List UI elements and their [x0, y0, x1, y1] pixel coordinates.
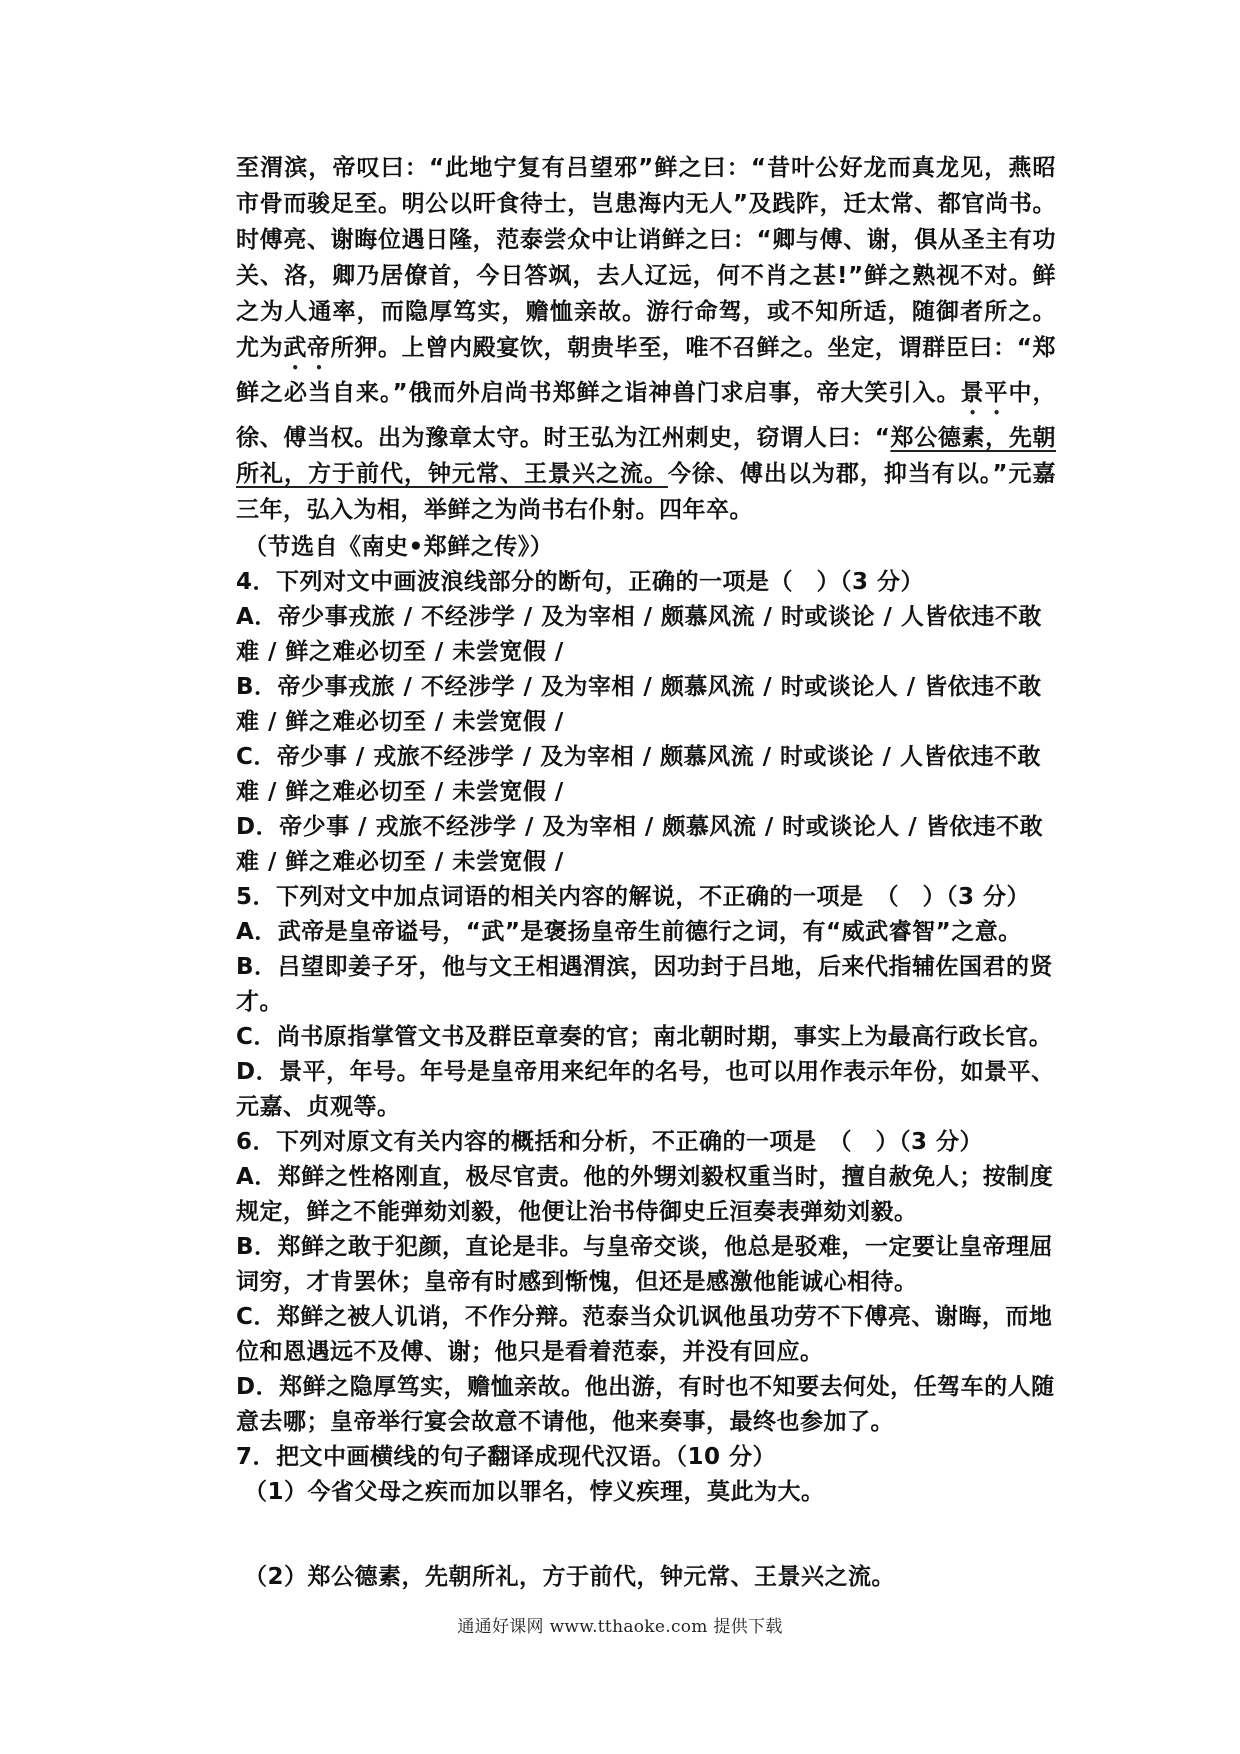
passage-part-3: 中，徐、傅当权。出为豫章太守。时王弘为江州刺史，窃谓人曰：“ [236, 380, 1057, 451]
passage-part-1: 至渭滨，帝叹曰：“此地宁复有吕望邪”鲜之曰：“昔叶公好龙而真龙见，燕昭市骨而骏足至。明公以旰食待士，岂患海内无人”及践阼，迁太常、都官尚书。时傅亮、谢晦位遇日隆，范泰尝众中让诮鲜之曰：“卿与傅、谢，俱从圣主有功关、洛，卿乃居僚首，今日答飒，去人辽远，何不肖之甚!”鲜之熟视不对。鲜之为人通率，而隐厚笃实，赡恤亲故。游行命驾，或不知所适，随御者所之。尤为 [236, 155, 1056, 361]
page-footer: 通通好课网 www.tthaoke.com 提供下载 [457, 1617, 783, 1637]
question-5-option-c: C．尚书原指掌管文书及群臣章奏的官；南北朝时期，事实上为最高行政长官。 [236, 1024, 1053, 1050]
passage-source: （节选自《南史•郑鲜之传》） [244, 534, 554, 560]
exam-content [236, 150, 1056, 1595]
reading-passage [236, 150, 1056, 528]
question-5-option-b: B．吕望即姜子牙，他与文王相遇渭滨，因功封于吕地，后来代指辅佐国君的贤才。 [236, 954, 1054, 1015]
question-7-sub-1: （1）今省父母之疾而加以罪名，悖义疾理，莫此为大。 [244, 1479, 825, 1505]
question-6-stem: 6．下列对原文有关内容的概括和分析，不正确的一项是 （ ）（3 分） [236, 1129, 984, 1155]
question-5-option-a: A．武帝是皇帝谥号，“武”是褒扬皇帝生前德行之词，有“威武睿智”之意。 [236, 919, 1022, 945]
question-6-option-d: D．郑鲜之隐厚笃实，赡恤亲故。他出游，有时也不知要去何处，任驾车的人随意去哪；皇帝举行宴会故意不请他，他来奏事，最终也参加了。 [236, 1374, 1055, 1435]
dotted-term-era: 景平 [960, 380, 1009, 406]
question-7-stem: 7．把文中画横线的句子翻译成现代汉语。（10 分） [236, 1444, 777, 1470]
question-4-option-a: A．帝少事戎旅 / 不经涉学 / 及为宰相 / 颇慕风流 / 时或谈论 / 人皆依违不敢难 / 鲜之难必切至 / 未尝宽假 / [236, 604, 1042, 665]
question-7-sub-2: （2）郑公德素，先朝所礼，方于前代，钟元常、王景兴之流。 [244, 1564, 896, 1590]
question-6-option-b: B．郑鲜之敢于犯颜，直论是非。与皇帝交谈，他总是驳难，一定要让皇帝理屈词穷，才肯罢休；皇帝有时感到惭愧，但还是感激他能诚心相待。 [236, 1234, 1054, 1295]
question-4-option-b: B．帝少事戎旅 / 不经涉学 / 及为宰相 / 颇慕风流 / 时或谈论人 / 皆依违不敢难 / 鲜之难必切至 / 未尝宽假 / [236, 674, 1042, 735]
underlined-sentence: 郑公德素，先朝所礼，方于前代，钟元常、王景兴之流。 [236, 425, 1056, 487]
question-4-stem: 4．下列对文中画波浪线部分的断句，正确的一项是（ ）（3 分） [236, 569, 925, 595]
dotted-term-emperor: 武帝 [283, 335, 331, 361]
question-4-option-d: D．帝少事 / 戎旅不经涉学 / 及为宰相 / 颇慕风流 / 时或谈论人 / 皆依违不敢难 / 鲜之难必切至 / 未尝宽假 / [236, 814, 1044, 875]
question-5-stem: 5．下列对文中加点词语的相关内容的解说，不正确的一项是 （ ）（3 分） [236, 884, 1031, 910]
question-6-option-c: C．郑鲜之被人讥诮，不作分辩。范泰当众讥讽他虽功劳不下傅亮、谢晦，而地位和恩遇远不及傅、谢；他只是看着范泰，并没有回应。 [236, 1304, 1053, 1365]
question-6-option-a: A．郑鲜之性格刚直，极尽官责。他的外甥刘毅权重当时，擅自赦免人；按制度规定，鲜之不能弹劾刘毅，他便让治书侍御史丘洹奏表弹劾刘毅。 [236, 1164, 1054, 1225]
passage-part-2: 所狎。上曾内殿宴饮，朝贵毕至，唯不召鲜之。坐定，谓群臣曰：“郑鲜之必当自来。”俄而外启尚书郑鲜之诣神兽门求启事，帝大笑引入。 [236, 335, 1057, 406]
passage-part-4: 今徐、傅出以为郡，抑当有以。”元嘉三年，弘入为相，举鲜之为尚书右仆射。四年卒。 [236, 461, 1056, 523]
question-5-option-d: D．景平，年号。年号是皇帝用来纪年的名号，也可以用作表示年份，如景平、元嘉、贞观等。 [236, 1059, 1055, 1120]
question-4-option-c: C．帝少事 / 戎旅不经涉学 / 及为宰相 / 颇慕风流 / 时或谈论 / 人皆依违不敢难 / 鲜之难必切至 / 未尝宽假 / [236, 744, 1041, 805]
